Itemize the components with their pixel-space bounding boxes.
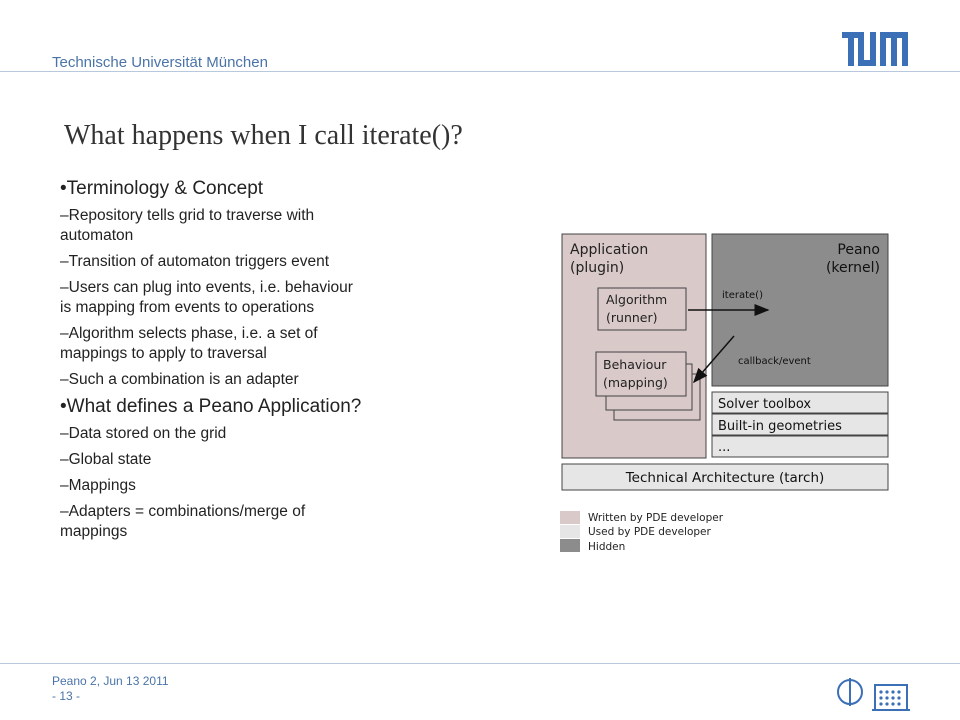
architecture-diagram [558, 230, 894, 562]
application-sublabel: (plugin) [570, 260, 625, 276]
legend-swatch-written [560, 511, 580, 524]
footer-info [52, 674, 169, 704]
footer-divider [0, 663, 960, 664]
algorithm-sublabel: (runner) [606, 310, 658, 325]
university-name: Technische Universität München [52, 54, 268, 71]
solver-toolbox-label: Solver toolbox [718, 397, 812, 412]
application-label: Application [570, 242, 649, 258]
bullet-item: –Such a combination is an adapter [60, 371, 299, 388]
builtin-geometries-label: Built-in geometries [718, 419, 842, 434]
bullet-item: –Repository tells grid to traverse with automaton [60, 207, 315, 244]
algorithm-label: Algorithm [606, 292, 668, 307]
footer-date: Peano 2, Jun 13 2011 [52, 674, 169, 688]
faculty-icon [872, 684, 910, 711]
header-divider [0, 71, 960, 72]
bullet-item: –Users can plug into events, i.e. behaviour is mapping from events to operations [60, 279, 353, 316]
bullet-list [60, 178, 360, 548]
bullet-heading: •Terminology & Concept [60, 178, 264, 199]
bullet-item: –Adapters = combinations/merge of mappings [60, 503, 306, 540]
legend-label-written: Written by PDE developer [588, 512, 724, 524]
legend-label-hidden: Hidden [588, 541, 626, 553]
footer-page-number: - 13 - [52, 689, 81, 703]
tum-logo [842, 32, 908, 66]
tarch-label: Technical Architecture (tarch) [625, 470, 825, 486]
bullet-item: –Algorithm selects phase, i.e. a set of mappings to apply to traversal [60, 325, 318, 362]
informatik-icon [838, 678, 862, 706]
behaviour-sublabel: (mapping) [603, 375, 668, 390]
peano-sublabel: (kernel) [825, 260, 880, 276]
more-modules-box [712, 436, 888, 457]
slide-title: What happens when I call iterate()? [64, 120, 463, 151]
iterate-label: iterate() [722, 290, 763, 301]
footer-logos [836, 674, 914, 714]
bullet-heading: •What defines a Peano Application? [60, 396, 362, 417]
behaviour-label: Behaviour [603, 357, 667, 372]
callback-label: callback/event [738, 356, 811, 367]
bullet-item: –Global state [60, 451, 152, 468]
legend-swatch-used [560, 525, 580, 538]
peano-label: Peano [837, 242, 880, 258]
legend-swatch-hidden [560, 539, 580, 552]
legend-label-used: Used by PDE developer [588, 526, 711, 538]
bullet-item: –Mappings [60, 477, 136, 494]
bullet-item: –Data stored on the grid [60, 425, 227, 442]
more-modules-label: ... [718, 440, 731, 455]
bullet-item: –Transition of automaton triggers event [60, 253, 330, 270]
